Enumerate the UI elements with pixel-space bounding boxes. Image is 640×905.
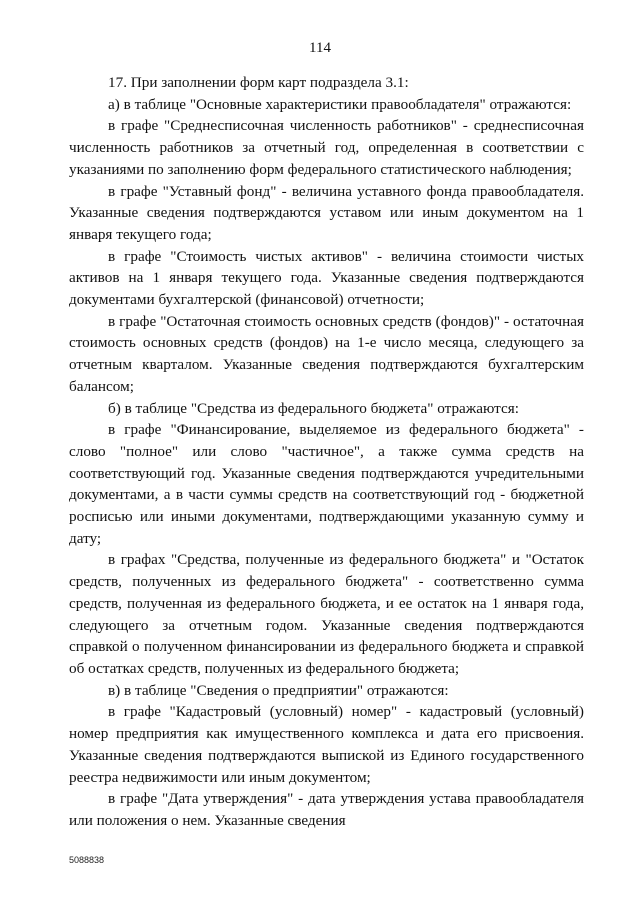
paragraph-table-federal-funds: б) в таблице "Средства из федерального бюджета" отражаются: bbox=[108, 399, 519, 417]
paragraph-cadastral-number: в графе "Кадастровый (условный) номер" - кадастровый (условный) номер предприятия как имущественного комплекса и дата его присвоения. Указанные сведения подтверждаются выпиской из Единого государственного реестра недвижимости или иным документом; bbox=[69, 703, 584, 786]
paragraph-funds-received: в графах "Средства, полученные из федерального бюджета" и "Остаток средств, полученных из федерального бюджета" - соответственно сумма средств, полученная из федерального бюджета, и ее остаток на 1 января года, следующего за отчетным годом. Указанные сведения подтверждаются справкой о полученном финансировании из федерального бюджета и справкой об остатках средств, полученных из федерального бюджета; bbox=[69, 551, 584, 677]
paragraph-average-headcount: в графе "Среднесписочная численность работников" - среднесписочная численность работников за отчетный год, определенная в соответствии с указаниями по заполнению форм федерального статистического наблюдения; bbox=[69, 117, 584, 178]
paragraph-net-assets: в графе "Стоимость чистых активов" - величина стоимости чистых активов на 1 января текущего года. Указанные сведения подтверждаются документами бухгалтерской (финансовой) отчетности; bbox=[69, 247, 584, 309]
paragraph-approval-date: в графе "Дата утверждения" - дата утверждения устава правообладателя или положения о нем. Указанные сведения bbox=[69, 790, 584, 829]
paragraph-charter-fund: в графе "Уставный фонд" - величина уставного фонда правообладателя. Указанные сведения подтверждаются уставом или иным документом на 1 января текущего года; bbox=[69, 182, 584, 243]
paragraph-table-main-characteristics: а) в таблице "Основные характеристики правообладателя" отражаются: bbox=[108, 95, 572, 113]
paragraph-item-17-intro: 17. При заполнении форм карт подраздела 3.1: bbox=[108, 74, 409, 91]
document-code: 5088838 bbox=[69, 855, 105, 865]
paragraph-table-enterprise-info: в) в таблице "Сведения о предприятии" отражаются: bbox=[108, 681, 449, 699]
paragraph-federal-financing: в графе "Финансирование, выделяемое из федерального бюджета" - слово "полное" или слово "частичное", а также сумма средств на соответствующий год. Указанные сведения подтверждаются учредительными документами, а в части суммы средств на соответствующий год - бюджетной росписью или иными документами, подтверждающими указанную сумму и дату; bbox=[69, 421, 584, 547]
page-number: 114 bbox=[309, 40, 331, 56]
paragraph-residual-value: в графе "Остаточная стоимость основных средств (фондов)" - остаточная стоимость основных средств (фондов) на 1-е число месяца, следующего за отчетным кварталом. Указанные сведения подтверждаются бухгалтерским балансом; bbox=[69, 312, 584, 395]
document-body bbox=[69, 72, 584, 832]
